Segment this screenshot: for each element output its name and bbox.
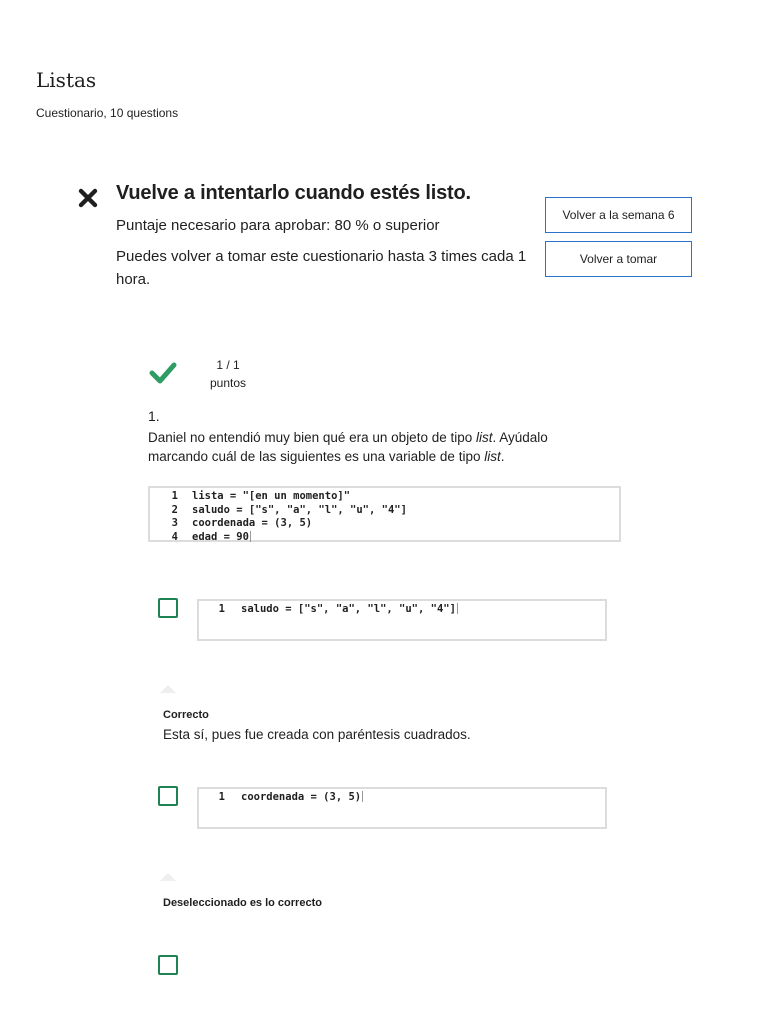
code-line: 1 coordenada = (3, 5) xyxy=(218,791,362,803)
type-name: list xyxy=(476,430,493,445)
back-to-week-button[interactable]: Volver a la semana 6 xyxy=(545,197,692,233)
option-code-block xyxy=(197,787,607,829)
code-line: 3 coordenada = (3, 5) xyxy=(171,517,313,529)
checkmark-icon xyxy=(148,360,178,386)
question-text: Daniel no entendió muy bien qué era un objeto de tipo list. Ayúdalo marcando cuál de las siguientes es una variable de tipo list. xyxy=(148,430,548,464)
retake-button[interactable]: Volver a tomar xyxy=(545,241,692,277)
option-checkbox[interactable] xyxy=(158,786,178,806)
code-line: 1 lista = "[en un momento]" xyxy=(171,490,351,502)
score-unit: puntos xyxy=(209,376,247,390)
code-line: 4 edad = 90 xyxy=(171,530,249,543)
option-checkbox[interactable] xyxy=(158,955,178,975)
feedback-caret xyxy=(160,873,176,881)
feedback-title: Deseleccionado es lo correcto xyxy=(163,897,322,909)
page-title: Listas xyxy=(36,68,97,92)
code-line: 2 saludo = ["s", "a", "l", "u", "4"] xyxy=(171,503,407,516)
question-number: 1. xyxy=(148,408,160,424)
retake-info: Puedes volver a tomar este cuestionario hasta 3 times cada 1 hora. xyxy=(116,248,527,288)
close-icon xyxy=(76,186,100,210)
score-value: 1 / 1 xyxy=(216,358,240,372)
option-code-block xyxy=(197,599,607,641)
option-checkbox[interactable] xyxy=(158,598,178,618)
feedback-caret xyxy=(160,685,176,693)
feedback-text: Esta sí, pues fue creada con paréntesis cuadrados. xyxy=(163,727,471,742)
quiz-subtitle: Cuestionario, 10 questions xyxy=(36,106,179,120)
question-score xyxy=(200,356,256,392)
result-heading: Vuelve a intentarlo cuando estés listo. xyxy=(116,182,471,204)
pass-requirement: Puntaje necesario para aprobar: 80 % o superior xyxy=(116,217,440,234)
question-code-block xyxy=(148,486,621,542)
code-line: 1 saludo = ["s", "a", "l", "u", "4"] xyxy=(218,603,456,615)
feedback-title: Correcto xyxy=(163,709,209,721)
type-name: list xyxy=(484,449,501,464)
